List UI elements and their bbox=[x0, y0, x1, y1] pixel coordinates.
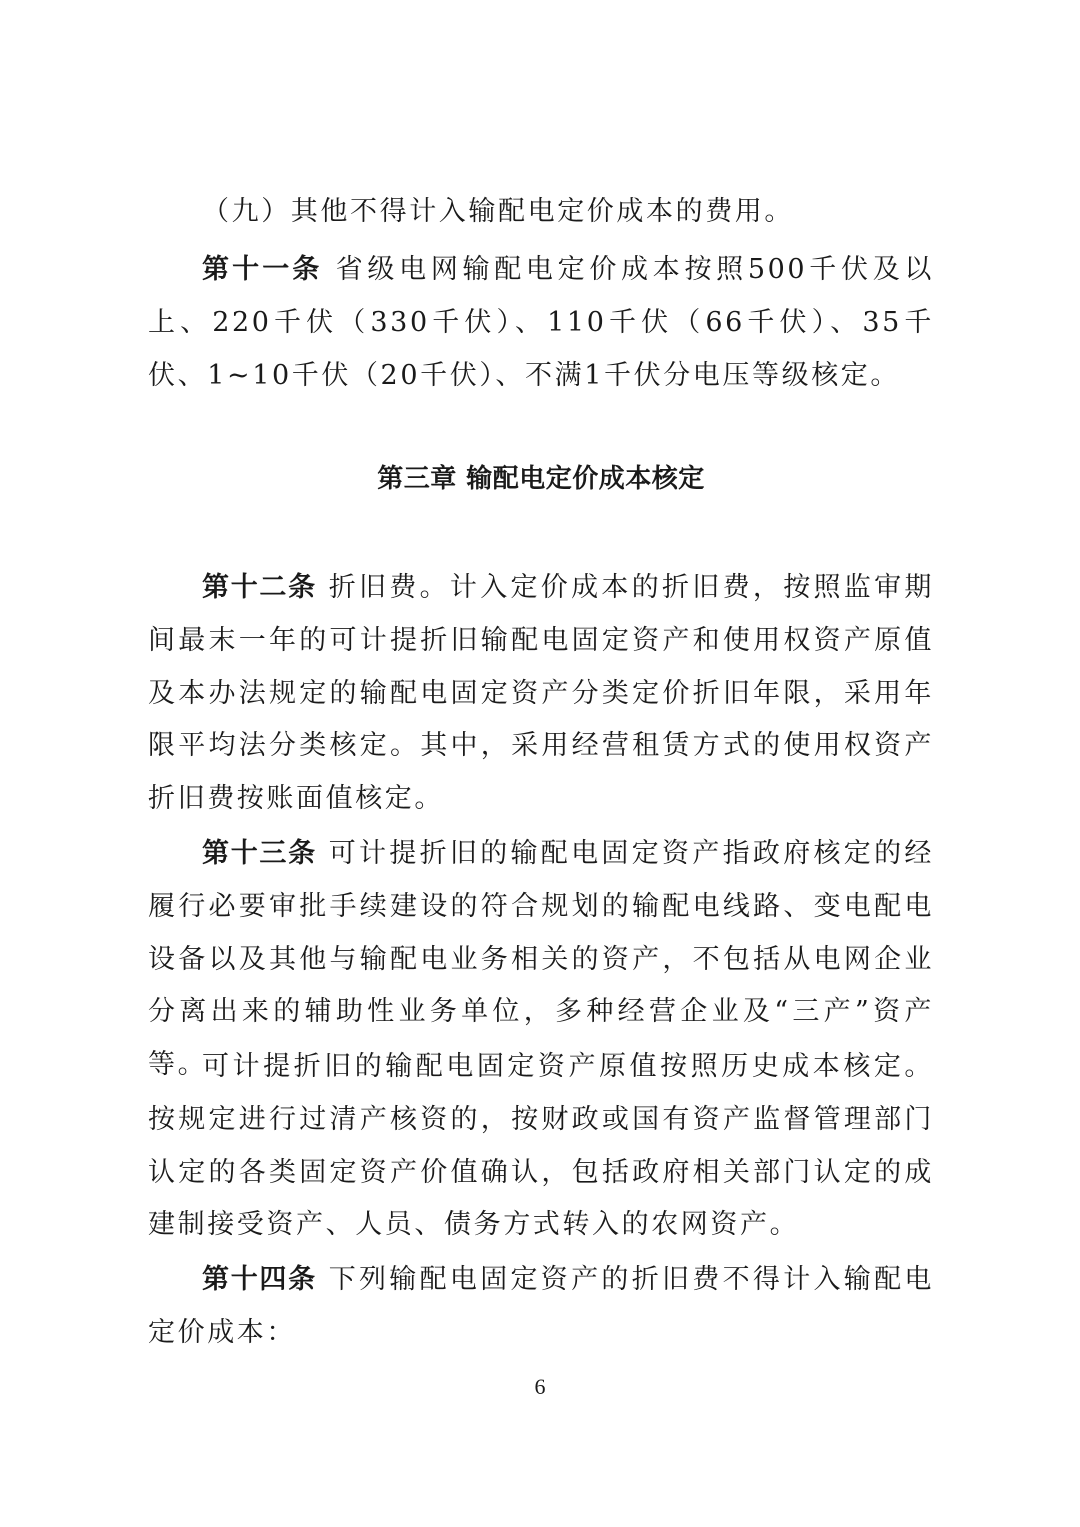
article-text: 下列输配电固定资产的折旧费不得计入输配电定价成本： bbox=[148, 1264, 935, 1348]
article-number: 第十二条 bbox=[202, 572, 317, 603]
article-number: 第十一条 bbox=[202, 254, 323, 285]
article-number: 第十三条 bbox=[202, 838, 317, 869]
article-text: 折旧费。计入定价成本的折旧费，按照监审期间最末一年的可计提折旧输配电固定资产和使用权资产原值及本办法规定的输配电固定资产分类定价折旧年限，采用年限平均法分类核定。其中，采用经营租赁方式的使用权资产折旧费按账面值核定。 bbox=[148, 572, 935, 815]
article-11 bbox=[148, 244, 934, 402]
article-12 bbox=[148, 562, 934, 826]
chapter-heading: 第三章 输配电定价成本核定 bbox=[377, 464, 705, 494]
paragraph-text: （九）其他不得计入输配电定价成本的费用。 bbox=[202, 196, 794, 227]
page-number: 6 bbox=[534, 1374, 546, 1399]
paragraph-text: 可计提折旧的输配电固定资产原值按照历史成本核定。按规定进行过清产核资的，按财政或国有资产监督管理部门认定的各类固定资产价值确认，包括政府相关部门认定的成建制接受资产、人员、债务方式转入的农网资产。 bbox=[148, 1051, 934, 1241]
article-13-paragraph-2 bbox=[148, 1041, 934, 1252]
article-text: 省级电网输配电定价成本按照500千伏及以上、220千伏（330千伏）、110千伏（66千伏）、35千伏、1~10千伏（20千伏）、不满1千伏分电压等级核定。 bbox=[148, 254, 935, 391]
article-14 bbox=[148, 1254, 934, 1360]
article-text: 可计提折旧的输配电固定资产指政府核定的经履行必要审批手续建设的符合规划的输配电线路、变电配电设备以及其他与输配电业务相关的资产，不包括从电网企业分离出来的辅助性业务单位，多种经营企业及“三产”资产等。 bbox=[148, 838, 935, 1081]
article-number: 第十四条 bbox=[202, 1264, 317, 1295]
paragraph-item-9 bbox=[148, 186, 794, 239]
